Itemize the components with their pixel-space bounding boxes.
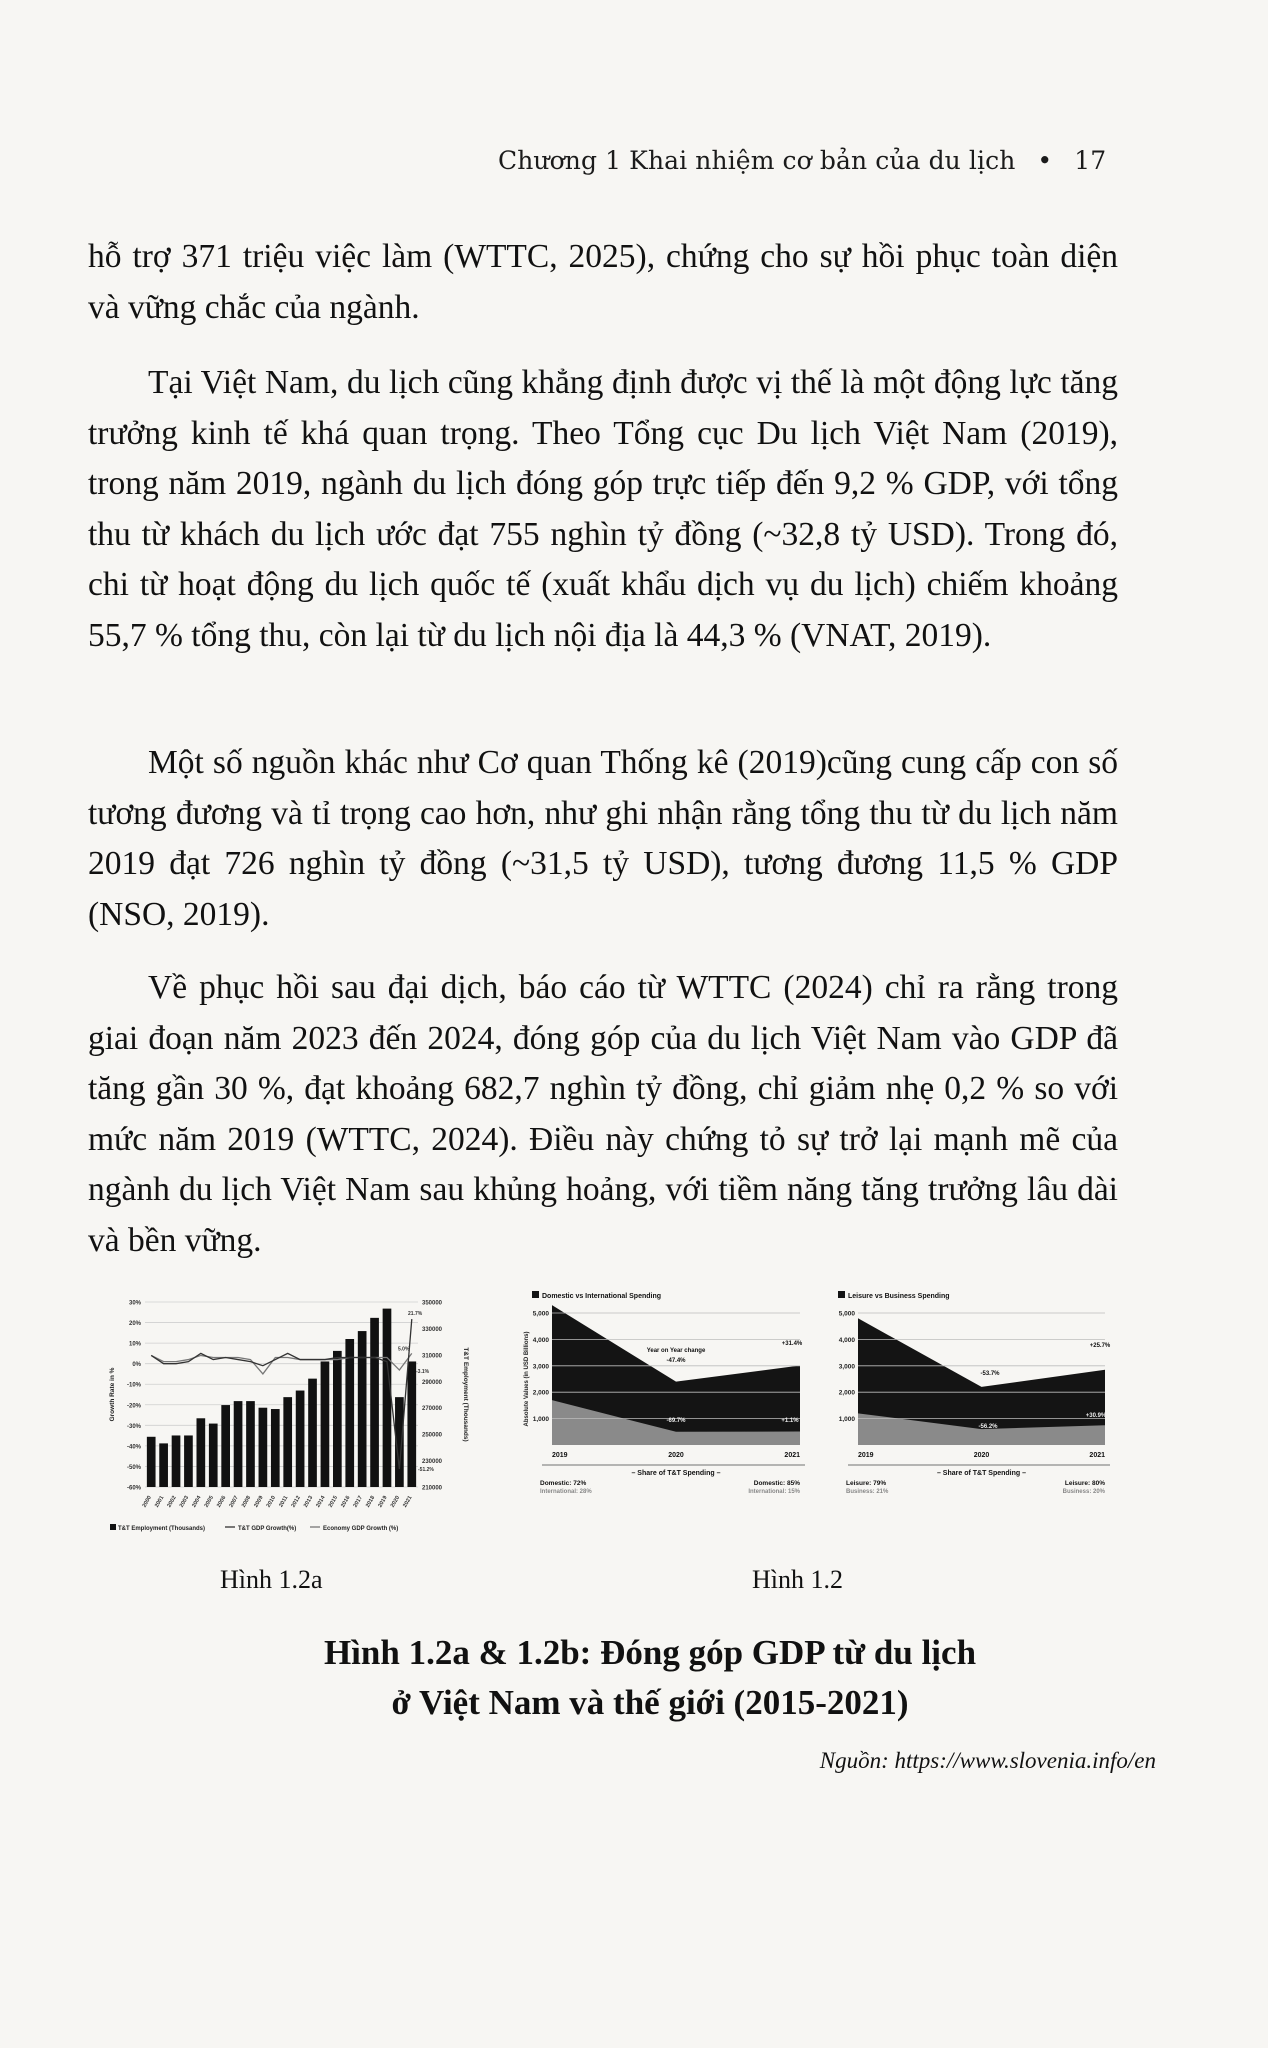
annotation: +31.4%: [781, 1341, 803, 1347]
y-tick-label: 3,000: [532, 1363, 549, 1371]
x-tick-label: 2018: [364, 1495, 377, 1509]
chapter-title: Chương 1 Khai nhiệm cơ bản của du lịch: [498, 146, 1016, 175]
employment-growth-chart: [100, 1290, 480, 1540]
legend-swatch-primary: [838, 1291, 845, 1298]
employment-bar: [321, 1361, 330, 1487]
annotation: +1.1%: [781, 1418, 799, 1424]
y-tick-label: 2,000: [838, 1389, 855, 1397]
legend-item: T&T GDP Growth(%): [238, 1526, 297, 1532]
y-tick-label: 5,000: [838, 1310, 855, 1318]
paragraph-text: Tại Việt Nam, du lịch cũng khẳng định được vị thế là một động lực tăng trưởng kinh tế khá quan trọng. Theo Tổng cục Du lịch Việt Nam (2019), trong năm 2019, ngành du lịch đóng góp trực tiếp đến 9,2 % GDP, với tổng thu từ khách du lịch ước đạt 755 nghìn tỷ đồng (~32,8 tỷ USD). Trong đó, chi từ hoạt động du lịch quốc tế (xuất khẩu dịch vụ du lịch) chiếm khoảng 55,7 % tổng thu, còn lại từ du lịch nội địa là 44,3 % (VNAT, 2019).: [88, 364, 1118, 654]
domestic-international-chart: [500, 1285, 810, 1535]
y-tick-label: 4,000: [838, 1336, 855, 1344]
share-right-main: Leisure: 80%: [1064, 1480, 1105, 1487]
share-left-main: Domestic: 72%: [540, 1480, 587, 1487]
x-tick-label: 2019: [377, 1495, 389, 1509]
annotation: +30.9%: [1085, 1413, 1107, 1419]
x-tick-label: 2010: [265, 1495, 278, 1509]
share-right-main: Domestic: 85%: [753, 1480, 800, 1487]
x-tick-label: 2020: [973, 1452, 990, 1459]
employment-bar: [271, 1409, 280, 1487]
employment-bar: [172, 1435, 181, 1487]
x-tick-label: 2005: [203, 1495, 215, 1509]
employment-bar: [283, 1397, 292, 1487]
employment-bar: [345, 1339, 354, 1487]
share-right-sub: Business: 20%: [1062, 1489, 1105, 1495]
annotation: +25.7%: [1089, 1343, 1111, 1349]
employment-bar: [370, 1318, 379, 1487]
y-tick-label: 20%: [128, 1321, 141, 1328]
x-tick-label: 2002: [166, 1495, 178, 1509]
paragraph-text: Một số nguồn khác như Cơ quan Thống kê (2019)cũng cung cấp con số tương đương và tỉ trọng cao hơn, như ghi nhận rằng tổng thu từ du lịch năm 2019 đạt 726 nghìn tỷ đồng (~31,5 tỷ USD), tương đương 11,5 % GDP (NSO, 2019).: [88, 744, 1118, 933]
x-tick-label: 2021: [402, 1495, 414, 1509]
paragraph-3: [88, 738, 1118, 940]
share-left-sub: International: 28%: [540, 1489, 592, 1495]
y-tick-label: -10%: [126, 1382, 141, 1389]
y-tick-label: 2,000: [532, 1389, 549, 1397]
employment-bar: [308, 1379, 317, 1487]
figure-1-2b-leisure: [820, 1285, 1140, 1535]
x-tick-label: 2013: [302, 1495, 315, 1509]
y-tick-label: -20%: [126, 1403, 141, 1410]
share-right-sub: International: 15%: [748, 1489, 800, 1495]
y-tick-label: -50%: [126, 1464, 141, 1471]
y-tick-label: -40%: [126, 1444, 141, 1451]
y2-tick-label: 270000: [422, 1406, 443, 1413]
employment-bar: [407, 1361, 416, 1487]
share-left-main: Leisure: 79%: [846, 1480, 887, 1487]
employment-bar: [234, 1401, 243, 1487]
figure-1-2b-domestic: [500, 1285, 810, 1535]
employment-bar: [159, 1443, 168, 1487]
legend-item: Economy GDP Growth (%): [323, 1526, 399, 1532]
annotation: -53.7%: [980, 1371, 1000, 1377]
x-tick-label: 2006: [216, 1495, 228, 1509]
employment-bar: [296, 1391, 305, 1487]
figure-1-2a: [100, 1290, 480, 1540]
x-tick-label: 2000: [141, 1495, 153, 1509]
x-tick-label: 2014: [315, 1495, 327, 1509]
employment-bar: [221, 1405, 230, 1487]
y2-tick-label: 290000: [422, 1379, 443, 1386]
chart-title: Domestic vs International Spending: [542, 1293, 662, 1300]
y2-tick-label: 330000: [422, 1326, 443, 1333]
x-tick-label: 2019: [552, 1452, 568, 1459]
paragraph-4: [88, 963, 1118, 1266]
figure-caption: [150, 1628, 1150, 1728]
sub-caption-b: Hình 1.2: [752, 1565, 843, 1594]
employment-bar: [333, 1351, 342, 1487]
employment-bar: [259, 1408, 268, 1487]
annotation: 5.0%: [398, 1346, 410, 1353]
x-tick-label: 2008: [240, 1495, 253, 1509]
paragraph-2: [88, 358, 1118, 661]
employment-bar: [358, 1331, 367, 1487]
x-tick-label: 2015: [327, 1495, 340, 1509]
chart-title: Leisure vs Business Spending: [848, 1293, 950, 1300]
employment-bar: [196, 1418, 205, 1487]
x-tick-label: 2012: [290, 1495, 302, 1509]
x-tick-label: 2021: [784, 1452, 800, 1459]
employment-bar: [147, 1437, 156, 1487]
share-title: – Share of T&T Spending –: [631, 1470, 721, 1477]
x-tick-label: 2004: [191, 1495, 203, 1509]
y2-tick-label: 310000: [422, 1353, 443, 1360]
caption-line-1: Hình 1.2a & 1.2b: Đóng góp GDP từ du lịch: [323, 1633, 977, 1672]
page-number: 17: [1074, 146, 1107, 175]
y2-tick-label: 250000: [422, 1432, 443, 1439]
y-axis-label: Absolute Values (in USD Billions): [524, 1331, 530, 1427]
figure-source: Nguồn: https://www.slovenia.info/en: [819, 1748, 1156, 1773]
annotation: 21.7%: [408, 1311, 423, 1318]
x-tick-label: 2011: [278, 1495, 290, 1509]
x-tick-label: 2021: [1089, 1452, 1105, 1459]
leisure-business-chart: [820, 1285, 1140, 1535]
caption-line-2: ở Việt Nam và thế giới (2015-2021): [391, 1683, 909, 1722]
y-tick-label: 1,000: [532, 1416, 549, 1424]
legend-item: T&T Employment (Thousands): [118, 1526, 205, 1532]
annotation: -3.1%: [416, 1369, 430, 1376]
x-tick-label: 2017: [352, 1495, 364, 1509]
employment-bar: [246, 1401, 255, 1487]
annotation: -56.2%: [978, 1424, 998, 1430]
x-tick-label: 2020: [389, 1495, 402, 1509]
y-tick-label: -30%: [126, 1423, 141, 1430]
paragraph-1: [88, 232, 1118, 333]
x-tick-label: 2009: [253, 1495, 265, 1509]
y-tick-label: -60%: [126, 1485, 141, 1492]
employment-bar: [383, 1309, 392, 1487]
employment-bar: [184, 1435, 193, 1487]
y-tick-label: 3,000: [838, 1363, 855, 1371]
employment-bar: [209, 1424, 218, 1487]
y-tick-label: 10%: [128, 1341, 141, 1348]
header-bullet: •: [1037, 146, 1053, 175]
annotation: -47.4%: [666, 1358, 686, 1364]
running-header: [498, 146, 1106, 175]
y-tick-label: 4,000: [532, 1336, 549, 1344]
x-tick-label: 2020: [668, 1452, 684, 1459]
y-tick-label: 30%: [128, 1300, 141, 1307]
annotation: Year on Year change: [646, 1348, 706, 1354]
sub-caption-a: Hình 1.2a: [220, 1565, 323, 1594]
x-tick-label: 2007: [228, 1495, 240, 1509]
paragraph-text: Về phục hồi sau đại dịch, báo cáo từ WTTC (2024) chỉ ra rằng trong giai đoạn năm 2023 đến 2024, đóng góp của du lịch Việt Nam vào GDP đã tăng gần 30 %, đạt khoảng 682,7 nghìn tỷ đồng, chỉ giảm nhẹ 0,2 % so với mức năm 2019 (WTTC, 2024). Điều này chứng tỏ sự trở lại mạnh mẽ của ngành du lịch Việt Nam sau khủng hoảng, với tiềm năng tăng trưởng lâu dài và bền vững.: [88, 969, 1118, 1259]
share-left-sub: Business: 21%: [846, 1489, 889, 1495]
legend-swatch-bar: [110, 1524, 116, 1530]
y-axis-label: Growth Rate in %: [109, 1367, 116, 1422]
legend-swatch-primary: [532, 1291, 539, 1298]
y2-tick-label: 350000: [422, 1300, 443, 1307]
x-tick-label: 2003: [178, 1495, 191, 1509]
y-tick-label: 5,000: [532, 1310, 549, 1318]
x-tick-label: 2016: [340, 1495, 352, 1509]
y2-tick-label: 230000: [422, 1459, 443, 1466]
y-tick-label: 1,000: [838, 1416, 855, 1424]
share-title: – Share of T&T Spending –: [936, 1470, 1027, 1477]
x-tick-label: 2019: [858, 1452, 874, 1459]
annotation: -51.2%: [418, 1466, 434, 1473]
x-tick-label: 2001: [154, 1495, 166, 1509]
annotation: -69.7%: [666, 1418, 686, 1424]
y2-axis-label: T&T Employment (Thousands): [462, 1347, 469, 1442]
paragraph-text: hỗ trợ 371 triệu việc làm (WTTC, 2025), chứng cho sự hồi phục toàn diện và vững chắc của ngành.: [88, 238, 1118, 326]
y-tick-label: 0%: [132, 1362, 141, 1369]
y2-tick-label: 210000: [422, 1485, 443, 1492]
